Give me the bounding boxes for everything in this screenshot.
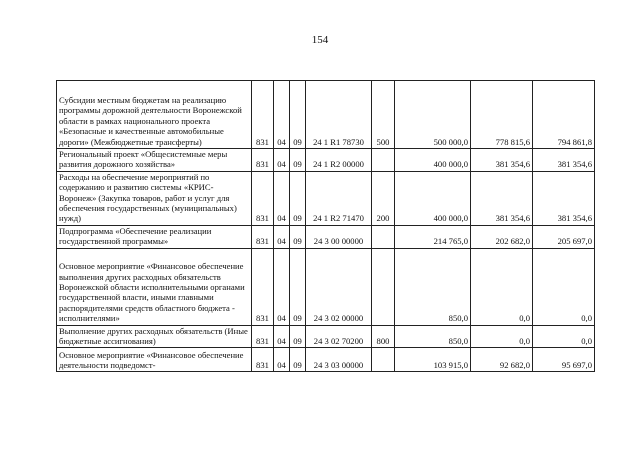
row-code-cell: 831 (252, 81, 274, 149)
row-amount-3-cell: 381 354,6 (533, 171, 595, 225)
row-amount-2-cell: 92 682,0 (471, 348, 533, 372)
row-amount-3-cell: 205 697,0 (533, 225, 595, 248)
row-section-cell: 04 (274, 81, 290, 149)
row-expense-type-cell: 500 (372, 81, 395, 149)
row-expense-type-cell: 200 (372, 171, 395, 225)
table-row (57, 248, 595, 325)
row-target-cell: 24 1 R2 00000 (306, 149, 372, 172)
row-name-cell: Подпрограмма «Обеспечение реализации государственной программы» (57, 225, 252, 248)
row-amount-1-cell: 400 000,0 (395, 171, 471, 225)
row-amount-3-cell: 0,0 (533, 248, 595, 325)
table-row (57, 149, 595, 172)
row-target-cell: 24 3 03 00000 (306, 348, 372, 372)
row-subsection-cell: 09 (290, 225, 306, 248)
row-target-cell: 24 1 R2 71470 (306, 171, 372, 225)
row-amount-2-cell: 202 682,0 (471, 225, 533, 248)
row-amount-3-cell: 381 354,6 (533, 149, 595, 172)
row-section-cell: 04 (274, 171, 290, 225)
table-body (57, 81, 595, 372)
row-amount-3-cell: 95 697,0 (533, 348, 595, 372)
row-expense-type-cell (372, 149, 395, 172)
row-subsection-cell: 09 (290, 149, 306, 172)
table-row (57, 348, 595, 372)
row-amount-2-cell: 381 354,6 (471, 149, 533, 172)
row-amount-1-cell: 400 000,0 (395, 149, 471, 172)
row-amount-1-cell: 500 000,0 (395, 81, 471, 149)
row-code-cell: 831 (252, 149, 274, 172)
row-name-cell: Региональный проект «Общесистемные меры развития дорожного хозяйства» (57, 149, 252, 172)
row-code-cell: 831 (252, 248, 274, 325)
row-name-cell: Основное мероприятие «Финансовое обеспечение выполнения других расходных обязательств Воронежской области исполнительными органами государственной власти, иными главными распорядителями средств областного бюджета - исполнителями» (57, 248, 252, 325)
table-row (57, 225, 595, 248)
row-name-cell: Субсидии местным бюджетам на реализацию программы дорожной деятельности Воронежской области в рамках национального проекта «Безопасные и качественные автомобильные дороги» (Межбюджетные трансферты) (57, 81, 252, 149)
row-name-cell: Выполнение других расходных обязательств (Иные бюджетные ассигнования) (57, 325, 252, 348)
row-name-cell: Основное мероприятие «Финансовое обеспечение деятельности подведомст- (57, 348, 252, 372)
row-subsection-cell: 09 (290, 81, 306, 149)
table-row (57, 171, 595, 225)
row-section-cell: 04 (274, 248, 290, 325)
table-row (57, 81, 595, 149)
row-amount-2-cell: 0,0 (471, 248, 533, 325)
row-amount-1-cell: 850,0 (395, 248, 471, 325)
row-section-cell: 04 (274, 325, 290, 348)
row-amount-3-cell: 794 861,8 (533, 81, 595, 149)
row-expense-type-cell: 800 (372, 325, 395, 348)
page-number: 154 (311, 34, 329, 46)
row-target-cell: 24 3 02 00000 (306, 248, 372, 325)
row-amount-2-cell: 381 354,6 (471, 171, 533, 225)
row-section-cell: 04 (274, 348, 290, 372)
row-expense-type-cell (372, 248, 395, 325)
row-amount-1-cell: 850,0 (395, 325, 471, 348)
row-code-cell: 831 (252, 325, 274, 348)
row-subsection-cell: 09 (290, 325, 306, 348)
row-code-cell: 831 (252, 348, 274, 372)
row-amount-2-cell: 778 815,6 (471, 81, 533, 149)
row-expense-type-cell (372, 225, 395, 248)
row-expense-type-cell (372, 348, 395, 372)
row-section-cell: 04 (274, 149, 290, 172)
row-amount-1-cell: 103 915,0 (395, 348, 471, 372)
row-amount-1-cell: 214 765,0 (395, 225, 471, 248)
row-subsection-cell: 09 (290, 171, 306, 225)
row-section-cell: 04 (274, 225, 290, 248)
row-target-cell: 24 3 00 00000 (306, 225, 372, 248)
row-code-cell: 831 (252, 171, 274, 225)
row-subsection-cell: 09 (290, 348, 306, 372)
row-amount-2-cell: 0,0 (471, 325, 533, 348)
row-target-cell: 24 1 R1 78730 (306, 81, 372, 149)
row-amount-3-cell: 0,0 (533, 325, 595, 348)
budget-table (56, 80, 595, 372)
row-code-cell: 831 (252, 225, 274, 248)
row-target-cell: 24 3 02 70200 (306, 325, 372, 348)
row-subsection-cell: 09 (290, 248, 306, 325)
row-name-cell: Расходы на обеспечение мероприятий по содержанию и развитию системы «КРИС-Воронеж» (Закупка товаров, работ и услуг для обеспечения государственных (муниципальных) нужд) (57, 171, 252, 225)
table-row (57, 325, 595, 348)
